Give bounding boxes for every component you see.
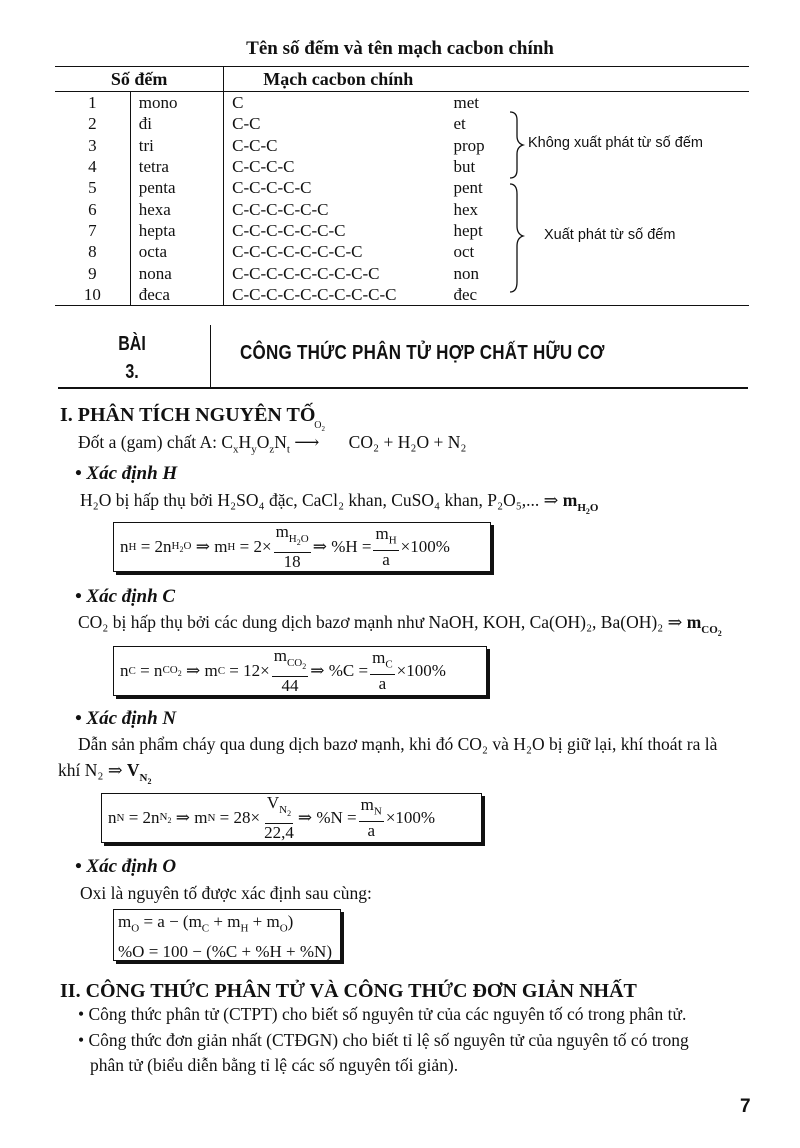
row-stem: hex — [453, 199, 479, 219]
formula-box-c: n C = n $CO_2$ ⇒ m C = 12× $\frac{m_{CO_2}}{44}$ ⇒ %C = $\frac{m_C}{a}$ ×100% — [113, 646, 487, 696]
table-row — [55, 198, 749, 219]
combustion-line — [78, 420, 467, 456]
table-row — [55, 177, 749, 198]
c-den-a: a — [378, 673, 387, 693]
formula-box-h: n H = 2n $H_2O$ ⇒ m H = 2× $\frac{m_{H_2O}}{18}$ ⇒ %H = $\frac{m_H}{a}$ ×100% — [113, 522, 491, 572]
row-stem: đec — [454, 284, 513, 306]
row-chain: C-C-C-C-C-C-C-C — [224, 241, 454, 262]
row-spacer — [512, 198, 749, 219]
heading-determine-c: • Xác định C — [75, 586, 176, 607]
row-spacer — [512, 92, 749, 114]
lesson-label: BÀI — [118, 333, 146, 355]
row-stem: oct — [453, 242, 475, 262]
n-text-line1: Dẫn sản phẩm cháy qua dung dịch bazơ mạnh, khi đó CO₂ và H₂O bị giữ lại, khí thoát ra là — [78, 734, 718, 754]
note-from-count: Xuất phát từ số đếm — [544, 227, 676, 243]
formula-box-o — [113, 909, 341, 961]
o-equation-2: %O = 100 − (%C + %H + %N) — [118, 942, 332, 962]
row-prefix: tri — [138, 135, 154, 155]
row-chain: C-C-C-C-C-C — [224, 198, 454, 219]
row-stem: prop — [453, 135, 485, 155]
row-prefix: hexa — [138, 199, 171, 219]
n-den-a: a — [367, 820, 375, 840]
row-count: 8 — [55, 241, 130, 262]
header-count: Số đếm — [55, 67, 224, 92]
table-title: Tên số đếm và tên mạch cacbon chính — [246, 38, 554, 59]
row-stem: et — [453, 114, 466, 134]
table-row — [55, 262, 749, 283]
table-row — [55, 156, 749, 177]
row-prefix: hepta — [138, 220, 176, 240]
row-count: 7 — [55, 220, 130, 241]
bullet-ctdgn-line1: • Công thức đơn giản nhất (CTĐGN) cho biết tỉ lệ số nguyên tử của nguyên tố có trong — [78, 1030, 689, 1050]
arrow-oxidant: O — [314, 420, 322, 431]
row-chain: C-C-C-C-C-C-C-C-C-C — [224, 284, 454, 306]
row-prefix: penta — [138, 178, 176, 198]
lesson-number — [111, 330, 153, 386]
brace-not-from-count — [510, 112, 523, 178]
note-not-from-count: Không xuất phát từ số đếm — [528, 135, 703, 151]
formula-box-n: n N = 2n $N_2$ ⇒ m N = 28× $\frac{V_{N_2}}{22,4}$ ⇒ %N = $\frac{m_N}{a}$ ×100% — [101, 793, 482, 843]
row-chain: C-C — [224, 113, 454, 134]
c-den-coef: 44 — [281, 675, 299, 695]
compound-formula: $C_xH_yO_zN_t$ — [221, 432, 290, 456]
row-chain: C-C-C-C-C — [224, 177, 454, 198]
combustion-products: CO₂ + H₂O + N₂ — [348, 432, 467, 452]
row-spacer — [512, 156, 749, 177]
row-count: 5 — [55, 177, 130, 198]
row-prefix: mono — [138, 93, 178, 113]
c-absorb-text: CO₂ bị hấp thụ bởi các dung dịch bazơ mạnh như NaOH, KOH, Ca(OH)₂, Ba(OH)₂ ⇒ $m_{CO_2}$ — [78, 612, 722, 638]
section-2-heading: II. CÔNG THỨC PHÂN TỬ VÀ CÔNG THỨC ĐƠN GIẢN NHẤT — [60, 980, 637, 1002]
row-chain: C-C-C-C-C-C-C — [224, 220, 454, 241]
bullet-ctpt: • Công thức phân tử (CTPT) cho biết số nguyên tử của các nguyên tố có trong phân tử. — [78, 1004, 687, 1024]
o-text: Oxi là nguyên tố được xác định sau cùng: — [80, 883, 372, 903]
section-1-heading: I. PHÂN TÍCH NGUYÊN TỐ — [60, 404, 316, 426]
row-prefix: đeca — [130, 284, 223, 306]
heading-determine-n: • Xác định N — [75, 708, 177, 729]
row-count: 3 — [55, 135, 130, 156]
table-row — [55, 113, 749, 134]
row-prefix: đi — [138, 114, 152, 134]
row-chain: C-C-C-C — [224, 156, 454, 177]
heading-determine-h: • Xác định H — [75, 463, 178, 484]
n-den-coef: 22,4 — [264, 822, 294, 842]
row-stem: pent — [453, 178, 483, 198]
lesson-divider — [210, 325, 211, 387]
table-row — [55, 241, 749, 262]
h-absorb-desc: H₂O bị hấp thụ bởi H₂SO₄ đặc, CaCl₂ khan, CuSO₄ khan, P₂O₅,... ⇒ — [80, 490, 563, 510]
row-stem: non — [453, 263, 479, 283]
row-prefix: nona — [138, 263, 172, 283]
combustion-prefix: Đốt a (gam) chất A: — [78, 432, 222, 452]
row-count: 9 — [55, 262, 130, 283]
brace-from-count — [510, 184, 523, 292]
table-row — [55, 92, 749, 114]
c-absorb-desc: CO₂ bị hấp thụ bởi các dung dịch bazơ mạnh như NaOH, KOH, Ca(OH)₂, Ba(OH)₂ ⇒ — [78, 612, 687, 632]
lesson-index: 3. — [125, 361, 139, 383]
row-count: 6 — [55, 198, 130, 219]
row-stem: met — [453, 93, 479, 113]
row-count: 2 — [55, 113, 130, 134]
row-count: 1 — [55, 92, 130, 114]
row-stem: hept — [453, 220, 483, 240]
bullet-ctdgn-line2: phân tử (biểu diễn bằng tỉ lệ các số nguyên tối giản). — [90, 1055, 459, 1075]
header-chain: Mạch cacbon chính — [224, 67, 513, 92]
row-prefix: tetra — [138, 157, 169, 177]
row-spacer — [512, 113, 749, 134]
row-chain: C — [224, 92, 454, 114]
lesson-title: CÔNG THỨC PHÂN TỬ HỢP CHẤT HỮU CƠ — [240, 342, 605, 364]
row-spacer — [512, 284, 749, 306]
row-count: 4 — [55, 156, 130, 177]
row-spacer — [512, 262, 749, 283]
row-prefix: octa — [138, 242, 168, 262]
row-spacer — [512, 241, 749, 262]
h-den-coef: 18 — [283, 551, 301, 571]
page-number: 7 — [740, 1096, 751, 1117]
row-chain: C-C-C-C-C-C-C-C-C — [224, 262, 454, 283]
carbon-chain-table — [55, 66, 749, 306]
h-absorb-text: H₂O bị hấp thụ bởi H₂SO₄ đặc, CaCl₂ khan, CuSO₄ khan, P₂O₅,... ⇒ $m_{H_2O}$ — [80, 490, 599, 516]
n-text-line2: khí N₂ ⇒ $V_{N_2}$ — [58, 760, 152, 786]
n-text-line2-desc: khí N₂ ⇒ — [58, 760, 127, 780]
heading-determine-o: • Xác định O — [75, 856, 177, 877]
row-chain: C-C-C — [224, 135, 454, 156]
table-row — [55, 284, 749, 306]
h-den-a: a — [382, 549, 390, 569]
o-equation-1: $m_O = a - (m_C + m_H + m_O)$ — [118, 912, 294, 935]
reaction-arrow: $O_2$ ⟶ — [294, 420, 326, 452]
row-stem: but — [453, 157, 476, 177]
row-spacer — [512, 177, 749, 198]
row-count: 10 — [55, 284, 130, 306]
